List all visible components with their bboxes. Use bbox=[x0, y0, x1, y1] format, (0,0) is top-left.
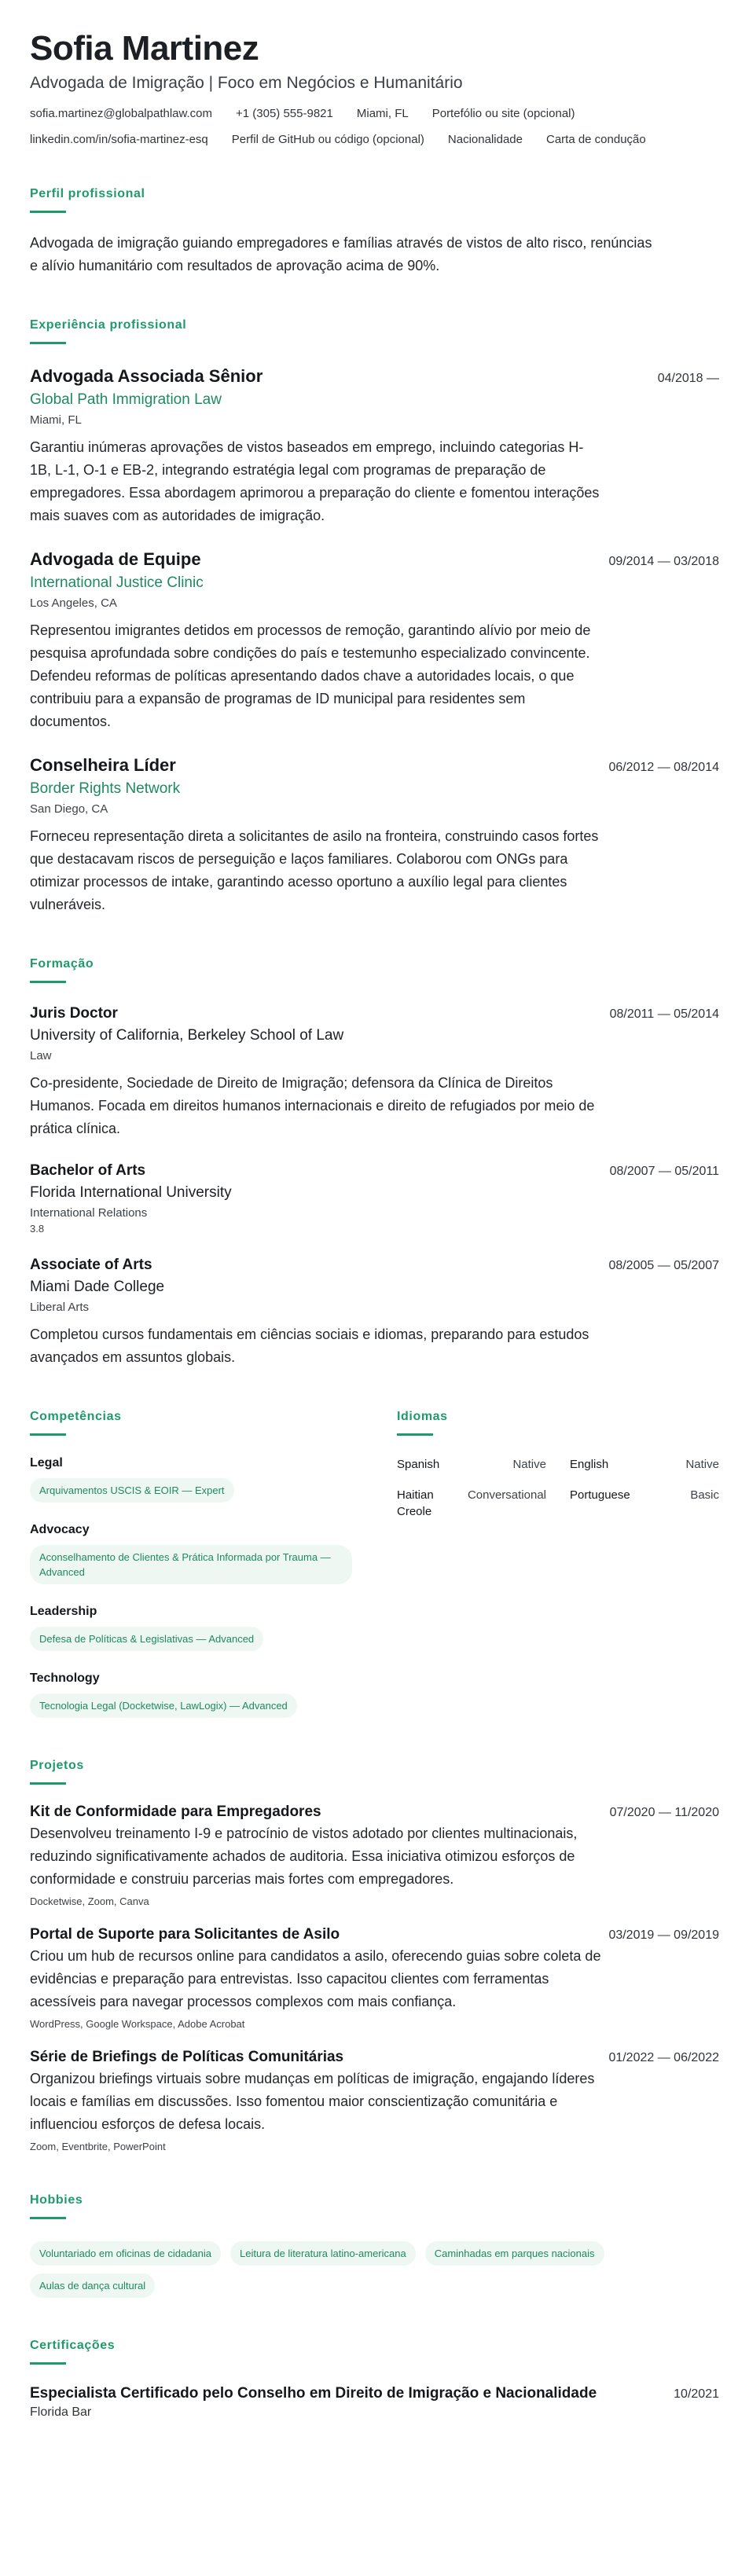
language-level: Conversational bbox=[467, 1488, 546, 1502]
contact-email[interactable]: sofia.martinez@globalpathlaw.com bbox=[30, 107, 213, 120]
project-name: Kit de Conformidade para Empregadores bbox=[30, 1804, 321, 1820]
skills-languages-row bbox=[30, 1410, 719, 1718]
language-level: Native bbox=[685, 1458, 719, 1471]
section-title: Experiência profissional bbox=[30, 318, 187, 332]
job-description: Garantiu inúmeras aprovações de vistos baseados em emprego, incluindo categorias H-1B, L-1, O-1 e EB-2, integrando estratégia legal com programas de preparação de empregadores. Essa abordagem aprimorou a preparação do cliente e fomentou interações mais suaves com as autoridades de imigração. bbox=[30, 439, 600, 523]
project-entry bbox=[30, 2049, 719, 2152]
skill-category: Technology bbox=[30, 1671, 100, 1685]
contact-driving-license: Carta de condução bbox=[545, 133, 646, 146]
certification-entry bbox=[30, 2385, 719, 2420]
gpa-value: 3.8 bbox=[30, 1223, 45, 1235]
skill-group bbox=[30, 1671, 352, 1718]
section-divider bbox=[30, 1433, 66, 1436]
certifications-section bbox=[30, 2339, 719, 2420]
language-item bbox=[397, 1456, 546, 1473]
job-dates: 09/2014 — 03/2018 bbox=[608, 555, 719, 568]
skill-group bbox=[30, 1605, 352, 1651]
candidate-headline: Advogada de Imigração | Foco em Negócios e Humanitário bbox=[30, 74, 463, 92]
job-dates: 06/2012 — 08/2014 bbox=[608, 761, 719, 774]
project-tools: WordPress, Google Workspace, Adobe Acrobat bbox=[30, 2018, 245, 2030]
project-entry bbox=[30, 1926, 719, 2030]
employer-name: Global Path Immigration Law bbox=[30, 391, 222, 408]
contact-linkedin[interactable]: linkedin.com/in/sofia-martinez-esq bbox=[30, 133, 208, 146]
certification-date: 10/2021 bbox=[674, 2387, 719, 2401]
project-description: Desenvolveu treinamento I-9 e patrocínio de vistos adotado por clientes multinacionais, reduzindo significativamente achados de auditoria. Essa iniciativa otimizou esforços de conformidade e construiu parcerias mais fortes com empregadores. bbox=[30, 1826, 578, 1887]
section-divider bbox=[30, 2362, 66, 2365]
experience-entry bbox=[30, 366, 719, 527]
degree-title: Juris Doctor bbox=[30, 1005, 118, 1022]
project-description: Organizou briefings virtuais sobre mudanças em políticas de imigração, engajando líderes locais e famílias em discussões. Isso fomentou maior conscientização comunitária e influenciou esforços de defesa locais. bbox=[30, 2071, 595, 2132]
education-entry bbox=[30, 1162, 719, 1235]
education-entry bbox=[30, 1005, 719, 1140]
skill-pill: Defesa de Políticas & Legislativas — Advanced bbox=[30, 1627, 263, 1651]
hobby-list bbox=[30, 2233, 719, 2298]
degree-title: Bachelor of Arts bbox=[30, 1162, 146, 1179]
summary-text: Advogada de imigração guiando empregadores e famílias através de vistos de alto risco, renúncias e alívio humanitário com resultados de aprovação acima de 90%. bbox=[30, 235, 652, 273]
language-level: Basic bbox=[690, 1488, 719, 1502]
education-description: Co-presidente, Sociedade de Direito de Imigração; defensora da Clínica de Direitos Humanos. Focada em direitos humanos internacionais e direito de refugiados por meio de prática clínica. bbox=[30, 1075, 595, 1136]
language-item bbox=[570, 1487, 719, 1520]
employer-name: International Justice Clinic bbox=[30, 574, 204, 591]
hobby-pill: Voluntariado em oficinas de cidadania bbox=[30, 2241, 221, 2266]
contact-list bbox=[30, 107, 719, 146]
job-title: Advogada Associada Sênior bbox=[30, 366, 263, 386]
project-dates: 03/2019 — 09/2019 bbox=[608, 1928, 719, 1942]
language-name: English bbox=[570, 1458, 609, 1471]
school-name: Florida International University bbox=[30, 1184, 232, 1201]
experience-entry bbox=[30, 549, 719, 733]
hobby-pill: Caminhadas em parques nacionais bbox=[425, 2241, 604, 2266]
section-title: Hobbies bbox=[30, 2193, 83, 2207]
certification-name: Especialista Certificado pelo Conselho em Direito de Imigração e Nacionalidade bbox=[30, 2385, 597, 2402]
languages-section bbox=[397, 1410, 719, 1718]
contact-location: Miami, FL bbox=[356, 107, 409, 120]
summary-section bbox=[30, 187, 719, 277]
skill-category: Legal bbox=[30, 1456, 63, 1470]
project-entry bbox=[30, 1804, 719, 1907]
field-of-study: International Relations bbox=[30, 1206, 148, 1220]
job-description: Forneceu representação direta a solicitantes de asilo na fronteira, construindo casos fortes que destacavam riscos de perseguição e laços familiares. Colaborou com ONGs para otimizar processos de intake, garantindo acesso oportuno a auxílio legal para clientes vulneráveis. bbox=[30, 828, 599, 912]
language-item bbox=[397, 1487, 546, 1520]
degree-title: Associate of Arts bbox=[30, 1257, 152, 1273]
skill-group bbox=[30, 1456, 352, 1503]
job-title: Advogada de Equipe bbox=[30, 549, 201, 569]
section-divider bbox=[30, 211, 66, 213]
section-divider bbox=[30, 2217, 66, 2219]
contact-portfolio[interactable]: Portefólio ou site (opcional) bbox=[431, 107, 575, 120]
job-location: Los Angeles, CA bbox=[30, 596, 117, 610]
skills-section bbox=[30, 1410, 352, 1718]
field-of-study: Law bbox=[30, 1049, 52, 1062]
education-section bbox=[30, 957, 719, 1369]
school-name: Miami Dade College bbox=[30, 1279, 165, 1295]
education-dates: 08/2007 — 05/2011 bbox=[609, 1165, 719, 1178]
education-dates: 08/2011 — 05/2014 bbox=[609, 1007, 719, 1021]
project-tools: Zoom, Eventbrite, PowerPoint bbox=[30, 2141, 166, 2152]
project-dates: 07/2020 — 11/2020 bbox=[609, 1806, 719, 1819]
job-location: San Diego, CA bbox=[30, 802, 108, 816]
hobbies-section bbox=[30, 2193, 719, 2298]
section-title: Idiomas bbox=[397, 1410, 448, 1423]
contact-github[interactable]: Perfil de GitHub ou código (opcional) bbox=[231, 133, 424, 146]
job-title: Conselheira Líder bbox=[30, 755, 176, 775]
skill-category: Leadership bbox=[30, 1605, 97, 1618]
hobby-pill: Aulas de dança cultural bbox=[30, 2273, 155, 2298]
project-name: Série de Briefings de Políticas Comunitárias bbox=[30, 2049, 344, 2065]
employer-name: Border Rights Network bbox=[30, 780, 181, 797]
job-dates: 04/2018 — bbox=[657, 372, 719, 385]
project-name: Portal de Suporte para Solicitantes de Asilo bbox=[30, 1926, 340, 1943]
section-divider bbox=[30, 1782, 66, 1785]
language-item bbox=[570, 1456, 719, 1473]
language-name: Portuguese bbox=[570, 1488, 630, 1502]
language-name: Spanish bbox=[397, 1458, 440, 1471]
skill-pill: Tecnologia Legal (Docketwise, LawLogix) — Advanced bbox=[30, 1693, 297, 1718]
experience-section bbox=[30, 318, 719, 916]
section-title: Perfil profissional bbox=[30, 187, 145, 200]
skill-pill: Aconselhamento de Clientes & Prática Informada por Trauma — Advanced bbox=[30, 1545, 352, 1584]
project-tools: Docketwise, Zoom, Canva bbox=[30, 1895, 149, 1907]
section-divider bbox=[397, 1433, 433, 1436]
section-title: Certificações bbox=[30, 2339, 116, 2352]
skill-pill: Arquivamentos USCIS & EOIR — Expert bbox=[30, 1478, 234, 1503]
education-description: Completou cursos fundamentais em ciências sociais e idiomas, preparando para estudos avançados em assuntos globais. bbox=[30, 1327, 589, 1365]
candidate-name: Sofia Martinez bbox=[30, 29, 259, 68]
skill-category: Advocacy bbox=[30, 1523, 90, 1536]
education-entry bbox=[30, 1257, 719, 1369]
certification-issuer: Florida Bar bbox=[30, 2405, 92, 2419]
field-of-study: Liberal Arts bbox=[30, 1301, 90, 1314]
skill-group bbox=[30, 1523, 352, 1584]
section-title: Competências bbox=[30, 1410, 122, 1423]
language-name: Haitian Creole bbox=[397, 1488, 434, 1518]
project-dates: 01/2022 — 06/2022 bbox=[608, 2051, 719, 2064]
job-location: Miami, FL bbox=[30, 413, 82, 427]
contact-phone[interactable]: +1 (305) 555-9821 bbox=[236, 107, 333, 120]
section-divider bbox=[30, 342, 66, 344]
job-description: Representou imigrantes detidos em processos de remoção, garantindo alívio por meio de pesquisa aprofundada sobre condições do país e testemunho especializado convincente. Defendeu reformas de políticas apresentando dados chave a autoridades locais, o que contribuiu para a expansão de programas de ID municipal para residentes sem documentos. bbox=[30, 622, 591, 729]
resume-header bbox=[30, 28, 719, 146]
projects-section bbox=[30, 1759, 719, 2152]
language-level: Native bbox=[512, 1458, 546, 1471]
contact-nationality: Nacionalidade bbox=[447, 133, 523, 146]
project-description: Criou um hub de recursos online para candidatos a asilo, oferecendo guias sobre coleta de evidências e preparação para entrevistas. Isso capacitou clientes com ferramentas acessíveis para navegar processos complexos com mais confiança. bbox=[30, 1948, 601, 2009]
experience-entry bbox=[30, 755, 719, 916]
section-divider bbox=[30, 981, 66, 983]
section-title: Formação bbox=[30, 957, 94, 971]
language-list bbox=[397, 1456, 719, 1520]
school-name: University of California, Berkeley School of Law bbox=[30, 1027, 344, 1044]
section-title: Projetos bbox=[30, 1759, 84, 1772]
education-dates: 08/2005 — 05/2007 bbox=[608, 1259, 719, 1272]
hobby-pill: Leitura de literatura latino-americana bbox=[230, 2241, 416, 2266]
